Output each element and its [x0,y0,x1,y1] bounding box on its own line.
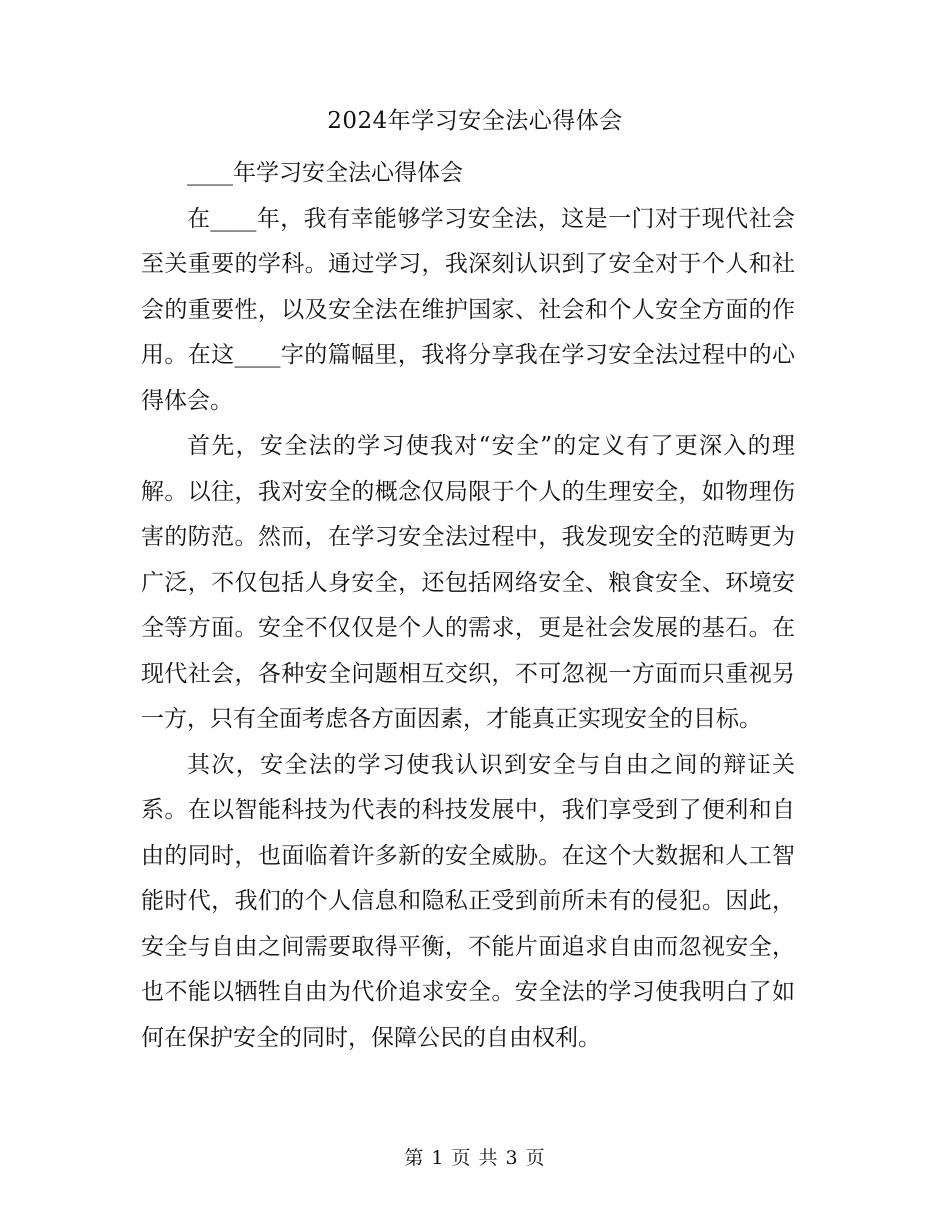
document-body [141,151,795,1061]
document-title: 2024年学习安全法心得体会 [327,108,623,134]
paragraph-second-point: 其次，安全法的学习使我认识到安全与自由之间的辩证关系。在以智能科技为代表的科技发展中，我们享受到了便利和自由的同时，也面临着许多新的安全威胁。在这个大数据和人工智能时代，我们的个人信息和隐私正受到前所未有的侵犯。因此，安全与自由之间需要取得平衡，不能片面追求自由而忽视安全，也不能以牺牲自由为代价追求安全。安全法的学习使我明白了如何在保护安全的同时，保障公民的自由权利。 [141,751,795,1051]
paragraph-first-point: 首先，安全法的学习使我对“安全”的定义有了更深入的理解。以往，我对安全的概念仅局限于个人的生理安全，如物理伤害的防范。然而，在学习安全法过程中，我发现安全的范畴更为广泛，不仅包括人身安全，还包括网络安全、粮食安全、环境安全等方面。安全不仅仅是个人的需求，更是社会发展的基石。在现代社会，各种安全问题相互交织，不可忽视一方面而只重视另一方，只有全面考虑各方面因素，才能真正实现安全的目标。 [141,433,795,732]
page-number-footer: 第 1 页 共 3 页 [404,1147,546,1169]
paragraph-subtitle: ____年学习安全法心得体会 [187,160,463,186]
paragraph-intro: 在____年，我有幸能够学习安全法，这是一门对于现代社会至关重要的学科。通过学习，我深刻认识到了安全对于个人和社会的重要性，以及安全法在维护国家、社会和个人安全方面的作用。在这____字的篇幅里，我将分享我在学习安全法过程中的心得体会。 [141,205,795,414]
